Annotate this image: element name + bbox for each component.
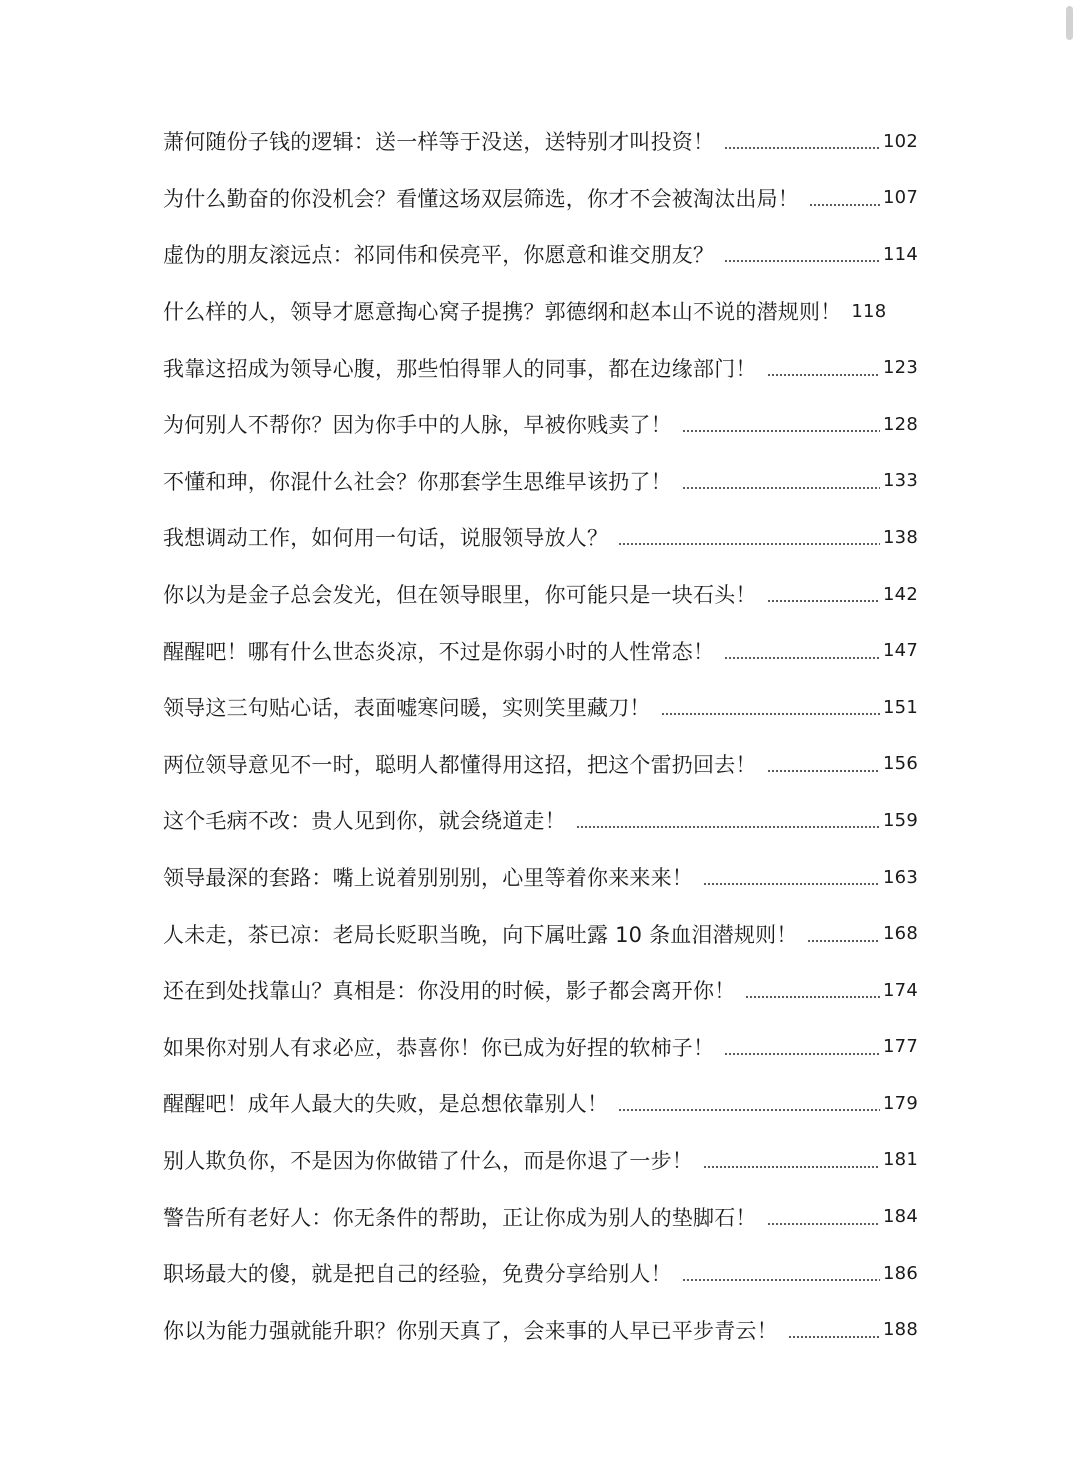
scrollbar-thumb[interactable] (1066, 6, 1073, 40)
dot-leader (767, 600, 880, 602)
toc-entry-title: 为什么勤奋的你没机会？看懂这场双层筛选，你才不会被淘汰出局！ (163, 186, 799, 211)
toc-page-number: 188 (883, 1319, 918, 1341)
toc-entry-title: 领导这三句贴心话，表面嘘寒问暖，实则笑里藏刀！ (163, 696, 651, 721)
dot-leader (809, 204, 880, 206)
toc-page-number: 163 (883, 866, 918, 888)
dot-leader (724, 260, 880, 262)
toc-page-number: 114 (883, 243, 918, 265)
toc-page-number: 142 (883, 583, 918, 605)
toc-entry[interactable] (163, 962, 953, 1019)
toc-entry-title: 你以为是金子总会发光，但在领导眼里，你可能只是一块石头！ (163, 583, 757, 608)
dot-leader (618, 1109, 880, 1111)
toc-page-number: 123 (883, 357, 918, 379)
dot-leader (724, 147, 880, 149)
toc-entry[interactable] (163, 1245, 953, 1302)
toc-entry[interactable] (163, 1019, 953, 1076)
toc-page-number: 102 (883, 130, 918, 152)
toc-entry[interactable] (163, 792, 953, 849)
dot-leader (767, 1223, 880, 1225)
scrollbar[interactable] (1062, 0, 1076, 1472)
toc-page-number: 107 (883, 187, 918, 209)
toc-entry[interactable] (163, 622, 953, 679)
toc-entry-title: 醒醒吧！成年人最大的失败，是总想依靠别人！ (163, 1092, 609, 1117)
dot-leader (682, 487, 880, 489)
toc-page-number: 138 (883, 526, 918, 548)
toc-entry-title: 领导最深的套路：嘴上说着别别别，心里等着你来来来！ (163, 866, 693, 891)
dot-leader (724, 657, 880, 659)
toc-page-number: 181 (883, 1149, 918, 1171)
toc-entry-title: 如果你对别人有求必应，恭喜你！你已成为好捏的软柿子！ (163, 1035, 715, 1060)
toc-entry[interactable] (163, 113, 953, 170)
toc-entry[interactable] (163, 453, 953, 510)
toc-entry[interactable] (163, 566, 953, 623)
toc-entry-title: 人未走，茶已凉：老局长贬职当晚，向下属吐露 10 条血泪潜规则！ (163, 922, 798, 947)
toc-page-number: 128 (883, 413, 918, 435)
toc-page-number: 133 (883, 470, 918, 492)
dot-leader (724, 1053, 880, 1055)
toc-page-number: 168 (883, 923, 918, 945)
toc-entry[interactable] (163, 170, 953, 227)
toc-page-number: 186 (883, 1262, 918, 1284)
toc-page-number: 147 (883, 640, 918, 662)
toc-entry-title: 还在到处找靠山？真相是：你没用的时候，影子都会离开你！ (163, 979, 736, 1004)
dot-leader (703, 883, 880, 885)
toc-entry[interactable] (163, 679, 953, 736)
toc-entry-title: 醒醒吧！哪有什么世态炎凉，不过是你弱小时的人性常态！ (163, 639, 715, 664)
toc-entry[interactable] (163, 1188, 953, 1245)
dot-leader (788, 1336, 880, 1338)
toc-entry-title: 这个毛病不改：贵人见到你，就会绕道走！ (163, 809, 566, 834)
toc-entry[interactable] (163, 905, 953, 962)
dot-leader (682, 430, 880, 432)
toc-page-number: 177 (883, 1036, 918, 1058)
toc-entry[interactable] (163, 1132, 953, 1189)
dot-leader (576, 826, 880, 828)
toc-entry-title: 我靠这招成为领导心腹，那些怕得罪人的同事，都在边缘部门！ (163, 356, 757, 381)
toc-entry[interactable] (163, 339, 953, 396)
toc-page-number: 151 (883, 696, 918, 718)
toc-page-number: 184 (883, 1206, 918, 1228)
toc-page-number: 118 (851, 300, 887, 322)
toc-entry-title: 为何别人不帮你？因为你手中的人脉，早被你贱卖了！ (163, 413, 672, 438)
toc-entry-title: 不懂和珅，你混什么社会？你那套学生思维早该扔了！ (163, 469, 672, 494)
dot-leader (661, 713, 880, 715)
toc-entry-title: 你以为能力强就能升职？你别天真了，会来事的人早已平步青云！ (163, 1318, 778, 1343)
table-of-contents (163, 113, 953, 1358)
toc-entry-title: 什么样的人，领导才愿意掏心窝子提携？郭德纲和赵本山不说的潜规则！ (163, 300, 842, 325)
toc-page-number: 174 (883, 979, 918, 1001)
dot-leader (703, 1166, 880, 1168)
toc-entry-title: 两位领导意见不一时，聪明人都懂得用这招，把这个雷扔回去！ (163, 752, 757, 777)
dot-leader (682, 1279, 880, 1281)
dot-leader (767, 374, 880, 376)
toc-page-number: 159 (883, 809, 918, 831)
dot-leader (807, 940, 880, 942)
toc-entry[interactable] (163, 1301, 953, 1358)
toc-entry-title: 别人欺负你，不是因为你做错了什么，而是你退了一步！ (163, 1148, 693, 1173)
toc-entry[interactable] (163, 1075, 953, 1132)
toc-entry-title: 我想调动工作，如何用一句话，说服领导放人？ (163, 526, 609, 551)
toc-entry-title: 虚伪的朋友滚远点：祁同伟和侯亮平，你愿意和谁交朋友？ (163, 243, 715, 268)
toc-entry[interactable] (163, 509, 953, 566)
toc-entry-title: 职场最大的傻，就是把自己的经验，免费分享给别人！ (163, 1262, 672, 1287)
toc-entry[interactable] (163, 849, 953, 906)
toc-entry-title: 萧何随份子钱的逻辑：送一样等于没送，送特别才叫投资！ (163, 130, 715, 155)
toc-entry-title: 警告所有老好人：你无条件的帮助，正让你成为别人的垫脚石！ (163, 1205, 757, 1230)
dot-leader (767, 770, 880, 772)
toc-entry[interactable] (163, 736, 953, 793)
toc-page-number: 179 (883, 1092, 918, 1114)
toc-page-number: 156 (883, 753, 918, 775)
toc-entry[interactable] (163, 226, 953, 283)
dot-leader (745, 996, 880, 998)
toc-entry[interactable] (163, 283, 953, 340)
dot-leader (618, 543, 880, 545)
toc-entry[interactable] (163, 396, 953, 453)
